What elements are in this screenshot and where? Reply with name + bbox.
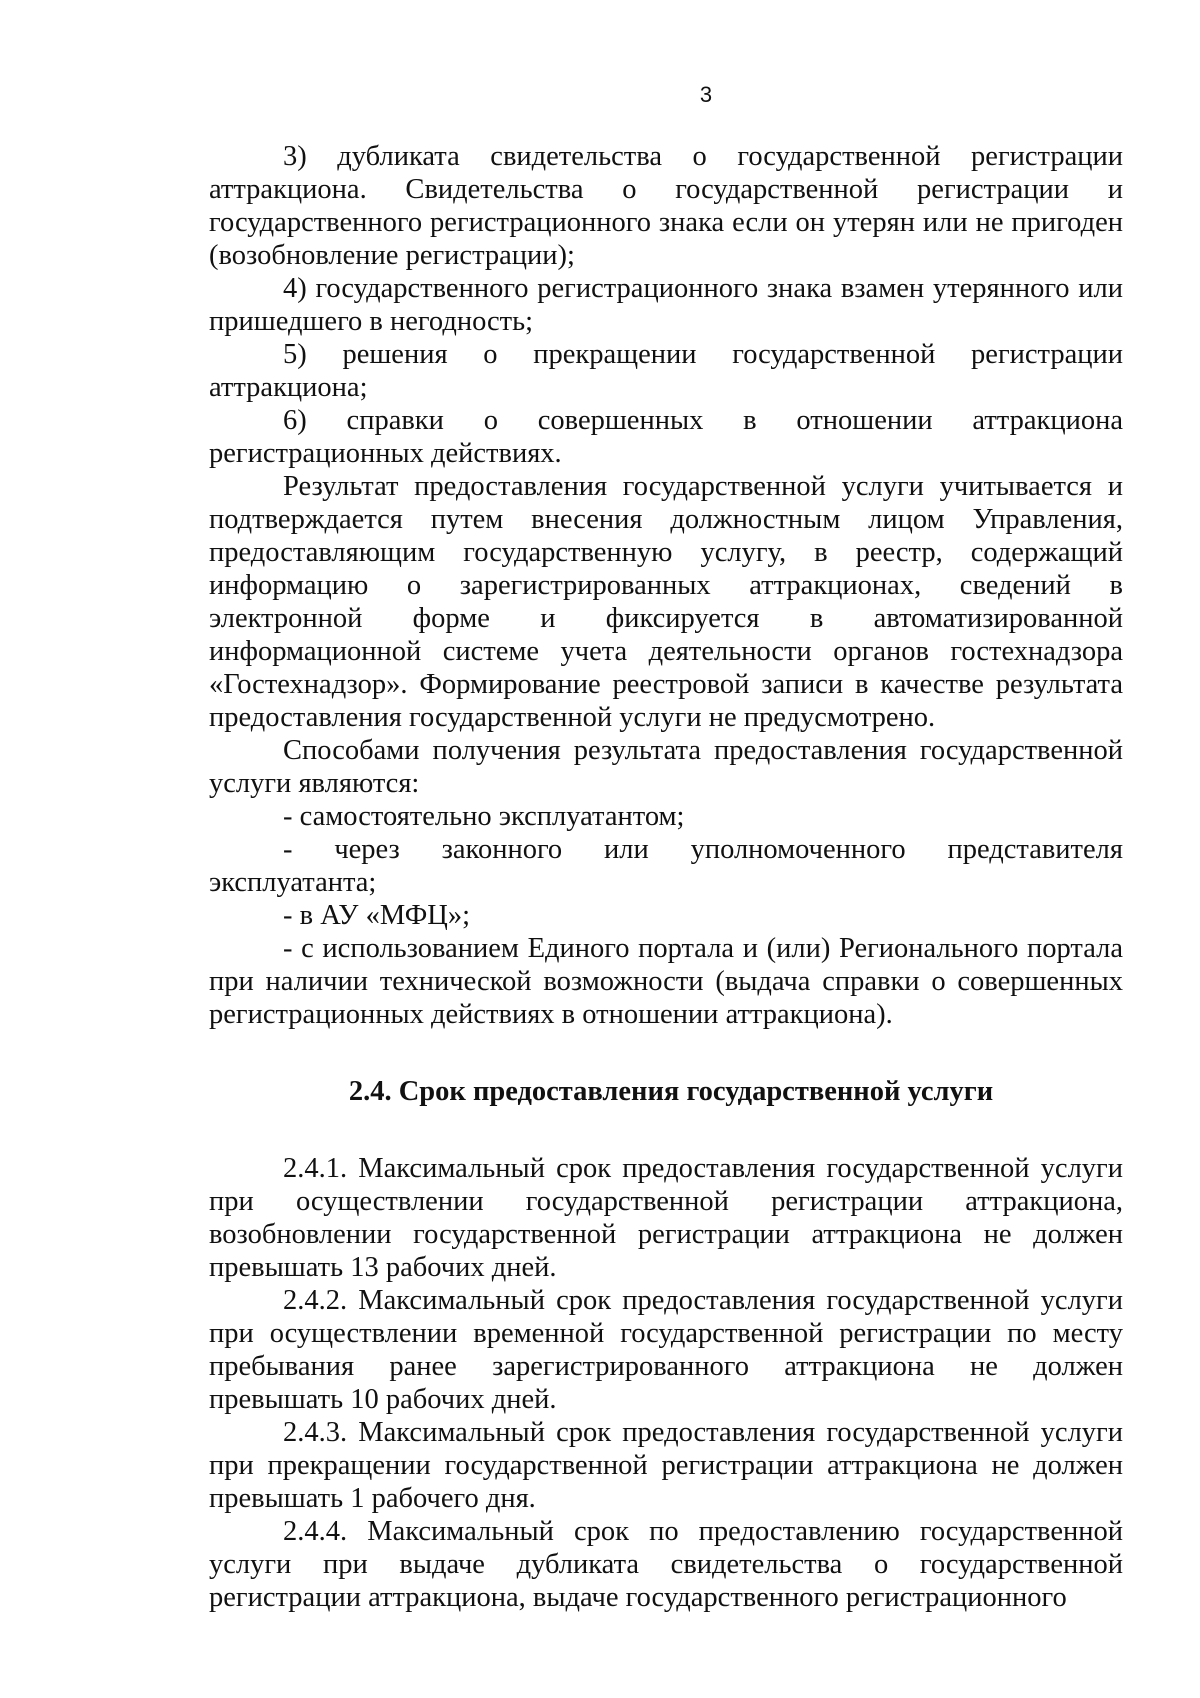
paragraph-2-4-3: 2.4.3. Максимальный срок предоставления государственной услуги при прекращении государственной регистрации аттракциона не должен превышать 1 рабочего дня. (209, 1417, 1123, 1514)
paragraph-item-6: 6) справки о совершенных в отношении аттракциона регистрационных действиях. (209, 405, 1123, 469)
section-heading: 2.4. Срок предоставления государственной услуги (348, 1076, 994, 1107)
list-item-representative: - через законного или уполномоченного представителя эксплуатанта; (209, 834, 1123, 898)
paragraph-item-4: 4) государственного регистрационного знака взамен утерянного или пришедшего в негодность; (209, 273, 1123, 337)
document-body (209, 140, 1123, 1614)
list-item-self: - самостоятельно эксплуатантом; (283, 801, 685, 832)
paragraph-item-5: 5) решения о прекращении государственной регистрации аттракциона; (209, 339, 1123, 403)
paragraph-2-4-1: 2.4.1. Максимальный срок предоставления государственной услуги при осуществлении государственной регистрации аттракциона, возобновлении государственной регистрации аттракциона не должен превышать 13 рабочих дней. (209, 1153, 1123, 1283)
list-item-mfc: - в АУ «МФЦ»; (283, 900, 471, 931)
list-item-portal: - с использованием Единого портала и (или) Регионального портала при наличии технической возможности (выдача справки о совершенных регистрационных действиях в отношении аттракциона). (209, 933, 1123, 1030)
paragraph-2-4-2: 2.4.2. Максимальный срок предоставления государственной услуги при осуществлении временной государственной регистрации по месту пребывания ранее зарегистрированного аттракциона не должен превышать 10 рабочих дней. (209, 1285, 1123, 1415)
page-number: 3 (699, 82, 713, 107)
paragraph-result: Результат предоставления государственной услуги учитывается и подтверждается путем внесения должностным лицом Управления, предоставляющим государственную услугу, в реестр, содержащий информацию о зарегистрированных аттракционах, сведений в электронной форме и фиксируется в автоматизированной информационной системе учета деятельности органов гостехнадзора «Гостехнадзор». Формирование реестровой записи в качестве результата предоставления государственной услуги не предусмотрено. (209, 471, 1123, 733)
paragraph-methods-intro: Способами получения результата предоставления государственной услуги являются: (209, 735, 1123, 799)
paragraph-item-3: 3) дубликата свидетельства о государственной регистрации аттракциона. Свидетельства о государственной регистрации и государственного регистрационного знака если он утерян или не пригоден (возобновление регистрации); (209, 141, 1123, 271)
paragraph-2-4-4: 2.4.4. Максимальный срок по предоставлению государственной услуги при выдаче дубликата свидетельства о государственной регистрации аттракциона, выдаче государственного регистрационного (209, 1516, 1123, 1613)
